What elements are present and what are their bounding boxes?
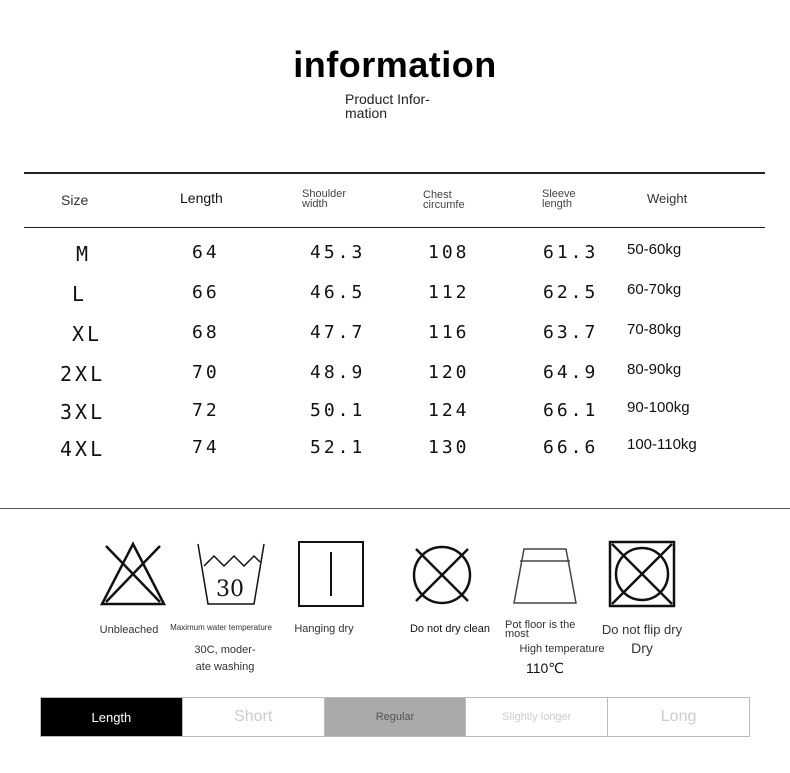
page-title: information [293, 44, 497, 85]
sleeve-cell: 62.5 [543, 282, 599, 303]
chest-cell: 108 [428, 242, 470, 263]
sleeve-cell: 61.3 [543, 242, 599, 263]
col-header-weight: Weight [647, 191, 688, 206]
size-cell: XL [72, 322, 103, 346]
shoulder-cell: 45.3 [310, 242, 366, 263]
length-cell: 66 [192, 282, 220, 303]
table-top-rule [24, 172, 765, 174]
length-cell: 70 [192, 362, 220, 383]
shoulder-cell: 48.9 [310, 362, 366, 383]
size-cell: 3XL [60, 400, 106, 424]
chest-cell: 116 [428, 322, 470, 343]
length-cell: 64 [192, 242, 220, 263]
label-tumble: Do not flip dry [601, 622, 683, 637]
length-segment: Long [608, 698, 749, 736]
label-iron-mid: High temperature [519, 643, 605, 655]
shoulder-cell: 47.7 [310, 322, 366, 343]
sleeve-cell: 63.7 [543, 322, 599, 343]
length-cell: 74 [192, 437, 220, 458]
label-dry-clean: Do not dry clean [409, 623, 491, 635]
shoulder-cell: 50.1 [310, 400, 366, 421]
weight-cell: 80-90kg [627, 361, 682, 378]
size-cell: M [76, 242, 92, 266]
length-cell: 68 [192, 322, 220, 343]
length-segment: Slightly longer [466, 698, 608, 736]
iron-icon [510, 545, 580, 607]
weight-cell: 50-60kg [627, 241, 682, 258]
chest-cell: 120 [428, 362, 470, 383]
label-washing-bottom: 30C, moder- ate washing [194, 644, 256, 673]
col-header-sleeve: Sleeve length [542, 188, 576, 210]
size-cell: 2XL [60, 362, 106, 386]
no-tumble-dry-icon [608, 540, 676, 608]
table-header-rule [24, 227, 765, 228]
length-scale-bar [40, 697, 750, 737]
sleeve-cell: 66.6 [543, 437, 599, 458]
shoulder-cell: 52.1 [310, 437, 366, 458]
care-section-rule [0, 508, 790, 509]
chest-cell: 130 [428, 437, 470, 458]
page-subtitle: Product Infor- mation [345, 91, 430, 121]
length-segment: Length [41, 698, 183, 736]
col-header-size: Size [61, 192, 89, 208]
chest-cell: 112 [428, 282, 470, 303]
weight-cell: 90-100kg [627, 399, 690, 416]
col-header-shoulder: Shoulder width [302, 188, 347, 210]
no-dry-clean-icon [410, 543, 474, 607]
label-iron-top: Pot floor is the most [505, 619, 576, 640]
wash-temperature-number: 30 [216, 577, 244, 602]
no-bleach-icon [98, 540, 168, 608]
label-unbleached: Unbleached [99, 624, 159, 636]
weight-cell: 70-80kg [627, 321, 682, 338]
col-header-chest: Chest circumfe [423, 189, 465, 211]
size-cell: L [72, 282, 88, 306]
length-segment: Short [183, 698, 325, 736]
weight-cell: 60-70kg [627, 281, 682, 298]
col-header-length: Length [180, 190, 223, 206]
chest-cell: 124 [428, 400, 470, 421]
length-cell: 72 [192, 400, 220, 421]
label-tumble-sub: Dry [631, 640, 653, 656]
label-hanging: Hanging dry [294, 623, 354, 635]
shoulder-cell: 46.5 [310, 282, 366, 303]
length-segment: Regular [325, 698, 467, 736]
label-washing-top: Maximum water temperature [170, 623, 272, 632]
size-cell: 4XL [60, 437, 106, 461]
weight-cell: 100-110kg [627, 436, 697, 453]
sleeve-cell: 66.1 [543, 400, 599, 421]
sleeve-cell: 64.9 [543, 362, 599, 383]
hang-dry-icon [297, 540, 365, 608]
label-iron-temp: 110℃ [525, 660, 565, 676]
